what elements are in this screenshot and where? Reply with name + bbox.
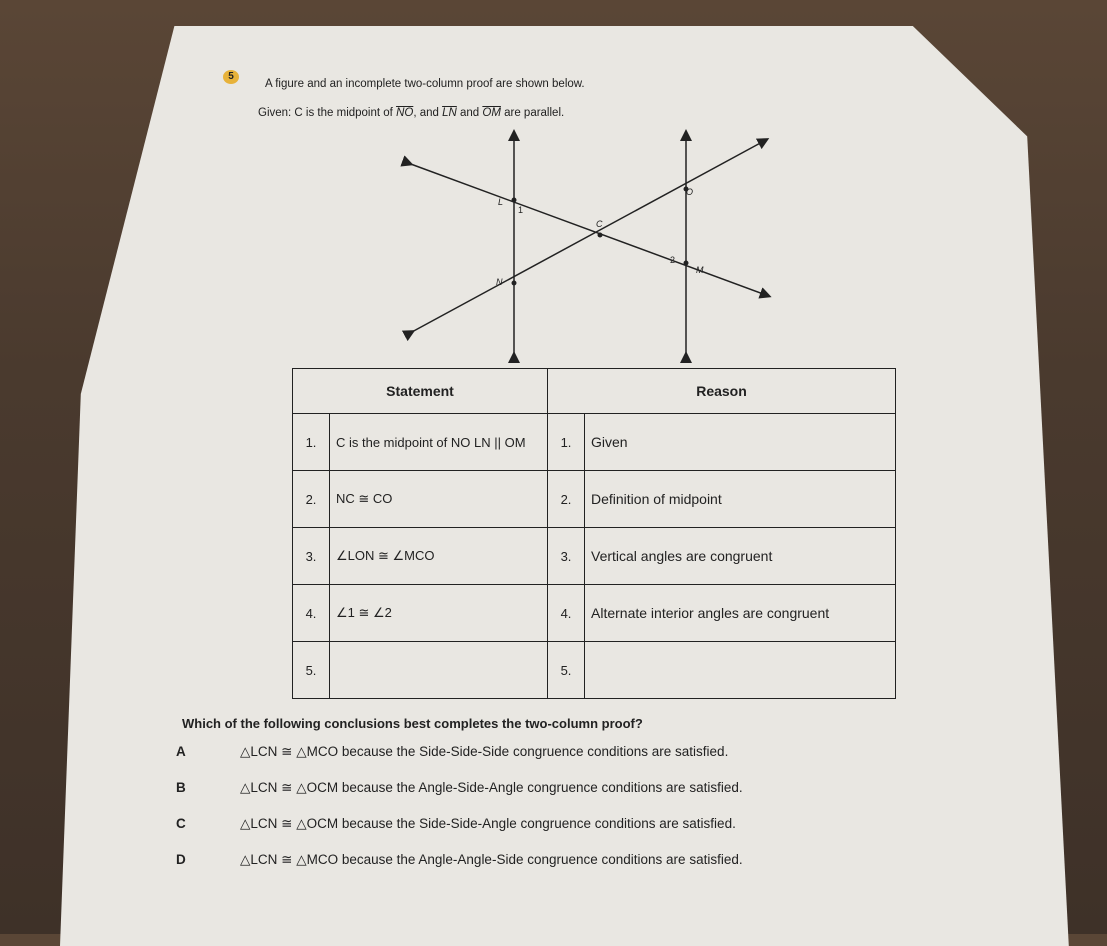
given-and: and — [456, 107, 483, 119]
table-row — [293, 471, 896, 528]
statement-cell: ∠LON ≅ ∠MCO — [330, 528, 548, 585]
statement-cell: ∠1 ≅ ∠2 — [330, 585, 548, 642]
reason-number: 1. — [548, 414, 585, 471]
reason-cell: Alternate interior angles are congruent — [585, 585, 896, 642]
given-mid: , and — [413, 107, 443, 119]
reason-number: 3. — [548, 528, 585, 585]
label-angle-1: 1 — [518, 205, 524, 215]
label-o: O — [686, 187, 694, 197]
reason-header: Reason — [548, 369, 896, 414]
label-c: C — [596, 219, 603, 229]
choice-d[interactable] — [176, 852, 876, 872]
row-number: 3. — [293, 528, 330, 585]
choice-b[interactable] — [176, 780, 876, 800]
intro-text: A figure and an incomplete two-column proof are shown below. — [265, 78, 585, 90]
row-number: 1. — [293, 414, 330, 471]
point-l — [512, 198, 517, 203]
geometry-figure — [400, 125, 780, 365]
point-c — [598, 233, 603, 238]
choice-letter: D — [176, 852, 186, 867]
reason-number: 5. — [548, 642, 585, 699]
given-prefix: Given: C is the midpoint of — [258, 107, 397, 119]
row-number: 5. — [293, 642, 330, 699]
label-m: M — [696, 265, 704, 275]
reason-cell: Vertical angles are congruent — [585, 528, 896, 585]
reason-cell — [585, 642, 896, 699]
transversal-lm — [408, 163, 766, 295]
choice-letter: A — [176, 744, 186, 759]
reason-number: 2. — [548, 471, 585, 528]
table-row — [293, 585, 896, 642]
table-row — [293, 528, 896, 585]
label-angle-2: 2 — [670, 255, 676, 265]
choice-c[interactable] — [176, 816, 876, 836]
choice-letter: B — [176, 780, 186, 795]
point-m — [684, 261, 689, 266]
question-text: Which of the following conclusions best completes the two-column proof? — [182, 716, 643, 731]
choice-a[interactable] — [176, 744, 876, 764]
segment-ln: LN — [442, 107, 457, 119]
choice-text: △LCN ≅ △OCM because the Side-Side-Angle congruence conditions are satisfied. — [240, 816, 736, 831]
statement-cell: NC ≅ CO — [330, 471, 548, 528]
statement-cell: C is the midpoint of NO LN || OM — [330, 414, 548, 471]
proof-table — [292, 368, 896, 699]
reason-cell: Given — [585, 414, 896, 471]
question-number-badge: 5 — [223, 70, 239, 84]
given-text — [258, 107, 564, 119]
statement-cell — [330, 642, 548, 699]
table-row — [293, 414, 896, 471]
row-number: 2. — [293, 471, 330, 528]
table-header-row — [293, 369, 896, 414]
choice-text: △LCN ≅ △OCM because the Angle-Side-Angle congruence conditions are satisfied. — [240, 780, 743, 795]
given-suffix: are parallel. — [500, 107, 565, 119]
choice-letter: C — [176, 816, 186, 831]
transversal-no — [410, 141, 764, 333]
label-n: N — [496, 277, 503, 287]
statement-header: Statement — [293, 369, 548, 414]
label-l: L — [498, 197, 504, 207]
reason-number: 4. — [548, 585, 585, 642]
point-n — [512, 281, 517, 286]
row-number: 4. — [293, 585, 330, 642]
choice-text: △LCN ≅ △MCO because the Side-Side-Side congruence conditions are satisfied. — [240, 744, 729, 759]
reason-cell: Definition of midpoint — [585, 471, 896, 528]
segment-no: NO — [396, 107, 414, 119]
segment-om: OM — [482, 107, 501, 119]
choice-text: △LCN ≅ △MCO because the Angle-Angle-Side congruence conditions are satisfied. — [240, 852, 743, 867]
table-row — [293, 642, 896, 699]
